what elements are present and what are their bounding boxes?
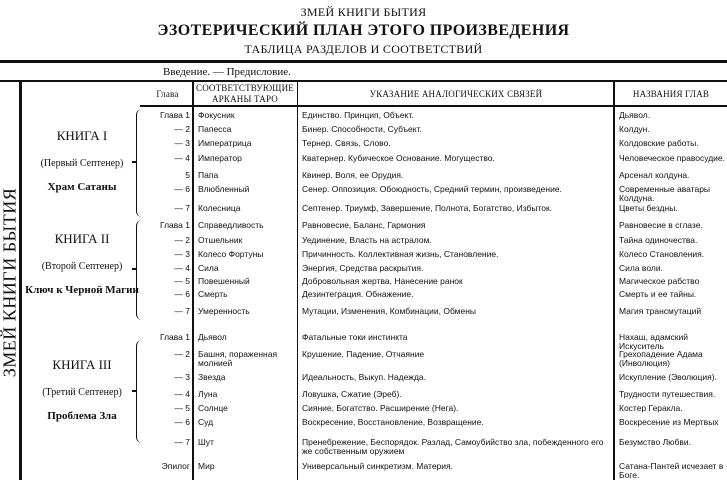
analogy-text: Ловушка, Сжатие (Эреб). (302, 389, 402, 399)
arcana-name: Луна (198, 389, 218, 399)
book-2-brace-tip (132, 268, 137, 270)
column-header-arcana: СООТВЕТСТВУЮЩИЕ АРКАНЫ ТАРО (196, 83, 294, 104)
chapter-number: 5 (185, 170, 190, 180)
analogy-text: Энергия, Средства раскрытия. (302, 263, 424, 273)
chapter-number: — 7 (174, 306, 190, 316)
chapter-title: Современные аватары Колдуна. (619, 184, 711, 203)
chapter-title: Арсенал колдуна. (619, 170, 690, 180)
book-1-label (22, 128, 142, 194)
column-header-analogies: УКАЗАНИЕ АНАЛОГИЧЕСКИХ СВЯЗЕЙ (369, 89, 543, 99)
analogy-text: Уединение, Власть на астралом. (302, 235, 432, 245)
arcana-name: Шут (198, 437, 214, 447)
plan-title: ЭЗОТЕРИЧЕСКИЙ ПЛАН ЭТОГО ПРОИЗВЕДЕНИЯ (157, 22, 570, 39)
analogy-text: Единство. Принцип, Объект. (302, 110, 414, 120)
arcana-name: Император (198, 153, 242, 163)
chapter-title: Магия трансмутаций (619, 306, 702, 316)
book-theme: Проблема Зла (47, 410, 117, 422)
analogy-text: Добровольная жертва, Нанесение ранок (302, 276, 463, 286)
arcana-name: Императрица (198, 138, 252, 148)
chapter-title: Сила воли. (619, 263, 663, 273)
analogy-text: Воскресение, Восстановление, Возвращение. (302, 417, 484, 427)
column-header-rule (140, 105, 727, 107)
chapter-title: Сатана-Пантей исчезает в Боге. (619, 461, 724, 480)
chapter-number: — 2 (174, 349, 190, 359)
chapter-number: — 6 (174, 417, 190, 427)
analogy-text: Равновесие, Баланс, Гармония (302, 220, 426, 230)
arcana-name: Смерть (198, 289, 228, 299)
column-separator-names (613, 82, 615, 480)
chapter-title: Нахаш, адамский Искуситель (619, 332, 689, 351)
book-1-brace-tip (132, 161, 137, 163)
header-rule (0, 80, 727, 82)
analogy-text: Сенер. Оппозиция. Обоюдность, Средний термин, произведение. (302, 184, 562, 194)
arcana-name: Умеренность (198, 306, 250, 316)
analogy-text: Сияние, Богатство. Расширение (Нега). (302, 403, 459, 413)
analogy-text: Пренебрежение, Беспорядок. Разлад, Самоубийство зла, побежденного его же собственным оружием (302, 437, 604, 456)
arcana-name: Мир (198, 461, 215, 471)
arcana-name: Звезда (198, 372, 226, 382)
book-3-brace-tip (132, 390, 137, 392)
chapter-number: — 3 (174, 138, 190, 148)
chapter-number: — 5 (174, 403, 190, 413)
arcana-name: Башня, пораженная молнией (198, 349, 278, 368)
book-2-label (22, 231, 142, 297)
arcana-name: Солнце (198, 403, 228, 413)
analogy-text: Крушение, Падение, Отчаяние (302, 349, 425, 359)
column-separator-arcana (192, 82, 194, 480)
chapter-number: — 6 (174, 289, 190, 299)
chapter-number: — 3 (174, 249, 190, 259)
side-vertical-title: ЗМЕЙ КНИГИ БЫТИЯ (0, 187, 20, 378)
arcana-name: Колесо Фортуны (198, 249, 264, 259)
chapter-number: — 5 (174, 276, 190, 286)
book-3-label (22, 357, 142, 423)
chapter-title: Человеческое правосудие. (619, 153, 726, 163)
chapter-number: — 2 (174, 235, 190, 245)
book-name: КНИГА III (52, 357, 112, 372)
analogy-text: Причинность. Коллективная жизнь, Становление. (302, 249, 499, 259)
arcana-name: Отшельник (198, 235, 243, 245)
chapter-number: Глава 1 (159, 110, 190, 120)
arcana-name: Фокусник (198, 110, 235, 120)
chapter-title: Дьявол. (619, 110, 651, 120)
arcana-name: Справедливость (198, 220, 264, 230)
chapter-title: Смерть и ее тайны. (619, 289, 697, 299)
book-name: КНИГА II (54, 231, 110, 246)
book-name: КНИГА I (56, 128, 108, 143)
arcana-name: Повешенный (198, 276, 250, 286)
analogy-text: Бинер. Способности, Субъект. (302, 124, 422, 134)
analogy-text: Дезинтеграция. Обнажение. (302, 289, 414, 299)
column-header-names: НАЗВАНИЯ ГЛАВ (632, 89, 710, 99)
arcana-name: Колесница (198, 203, 241, 213)
top-thick-rule (0, 60, 727, 63)
book-septenary: (Третий Септенер) (42, 387, 122, 398)
chapter-number: — 4 (174, 263, 190, 273)
book-theme: Храм Сатаны (47, 181, 117, 193)
chapter-number: — 7 (174, 203, 190, 213)
chapter-number: Глава 1 (159, 332, 190, 342)
analogy-text: Тернер. Связь, Слово. (302, 138, 391, 148)
chapter-title: Цветы бездны. (619, 203, 678, 213)
analogy-text: Кватернер. Кубическое Основание. Могущество. (302, 153, 495, 163)
chapter-title: Костер Геракла. (619, 403, 683, 413)
chapter-title: Колесо Становления. (619, 249, 705, 259)
arcana-name: Папесса (198, 124, 232, 134)
analogy-text: Универсальный синкретизм. Материя. (302, 461, 453, 471)
chapter-title: Грехопадение Адама (Инволюция) (619, 349, 703, 368)
arcana-name: Папа (198, 170, 219, 180)
analogy-text: Идеальность, Выкуп. Надежда. (302, 372, 426, 382)
analogy-text: Септенер. Триумф, Завершение, Полнота, Богатство, Избыток. (302, 203, 553, 213)
chapter-title: Искупление (Эволюция). (619, 372, 717, 382)
chapter-title: Равновесие в сглазе. (619, 220, 703, 230)
analogy-text: Квинер. Воля, ее Орудия. (302, 170, 404, 180)
chapter-title: Трудности путешествия. (619, 389, 716, 399)
analogy-text: Фатальные токи инстинкта (302, 332, 408, 342)
chapter-number: Глава 1 (159, 220, 190, 230)
book-title: ЗМЕЙ КНИГИ БЫТИЯ (300, 5, 427, 19)
book-septenary: (Первый Септенер) (40, 158, 124, 169)
arcana-name: Влюбленный (198, 184, 250, 194)
chapter-number: — 3 (174, 372, 190, 382)
chapter-title: Воскресение из Мертвых (619, 417, 719, 427)
chapter-number: — 4 (174, 153, 190, 163)
table-title: ТАБЛИЦА РАЗДЕЛОВ И СООТВЕТСТВИЙ (244, 42, 483, 56)
book-septenary: (Второй Септенер) (41, 261, 123, 272)
chapter-number: Эпилог (161, 461, 190, 471)
arcana-name: Сила (198, 263, 219, 273)
chapter-number: — 2 (174, 124, 190, 134)
arcana-name: Суд (198, 417, 214, 427)
analogy-text: Мутации, Изменения, Комбинации, Обмены (302, 306, 477, 316)
column-separator-analogies (297, 82, 298, 480)
chapter-title: Колдовские работы. (619, 138, 699, 148)
column-header-chapter: Глава (156, 89, 179, 99)
chapter-title: Безумство Любви. (619, 437, 692, 447)
intro-line: Введение. — Предисловие. (163, 66, 291, 78)
chapter-title: Колдун. (619, 124, 650, 134)
chapter-title: Тайна одиночества. (619, 235, 698, 245)
chapter-number: — 6 (174, 184, 190, 194)
arcana-name: Дьявол (198, 332, 227, 342)
chapter-number: — 7 (174, 437, 190, 447)
chapter-number: — 4 (174, 389, 190, 399)
book-theme: Ключ к Черной Магии (25, 284, 139, 296)
chapter-title: Магическое рабство (619, 276, 700, 286)
